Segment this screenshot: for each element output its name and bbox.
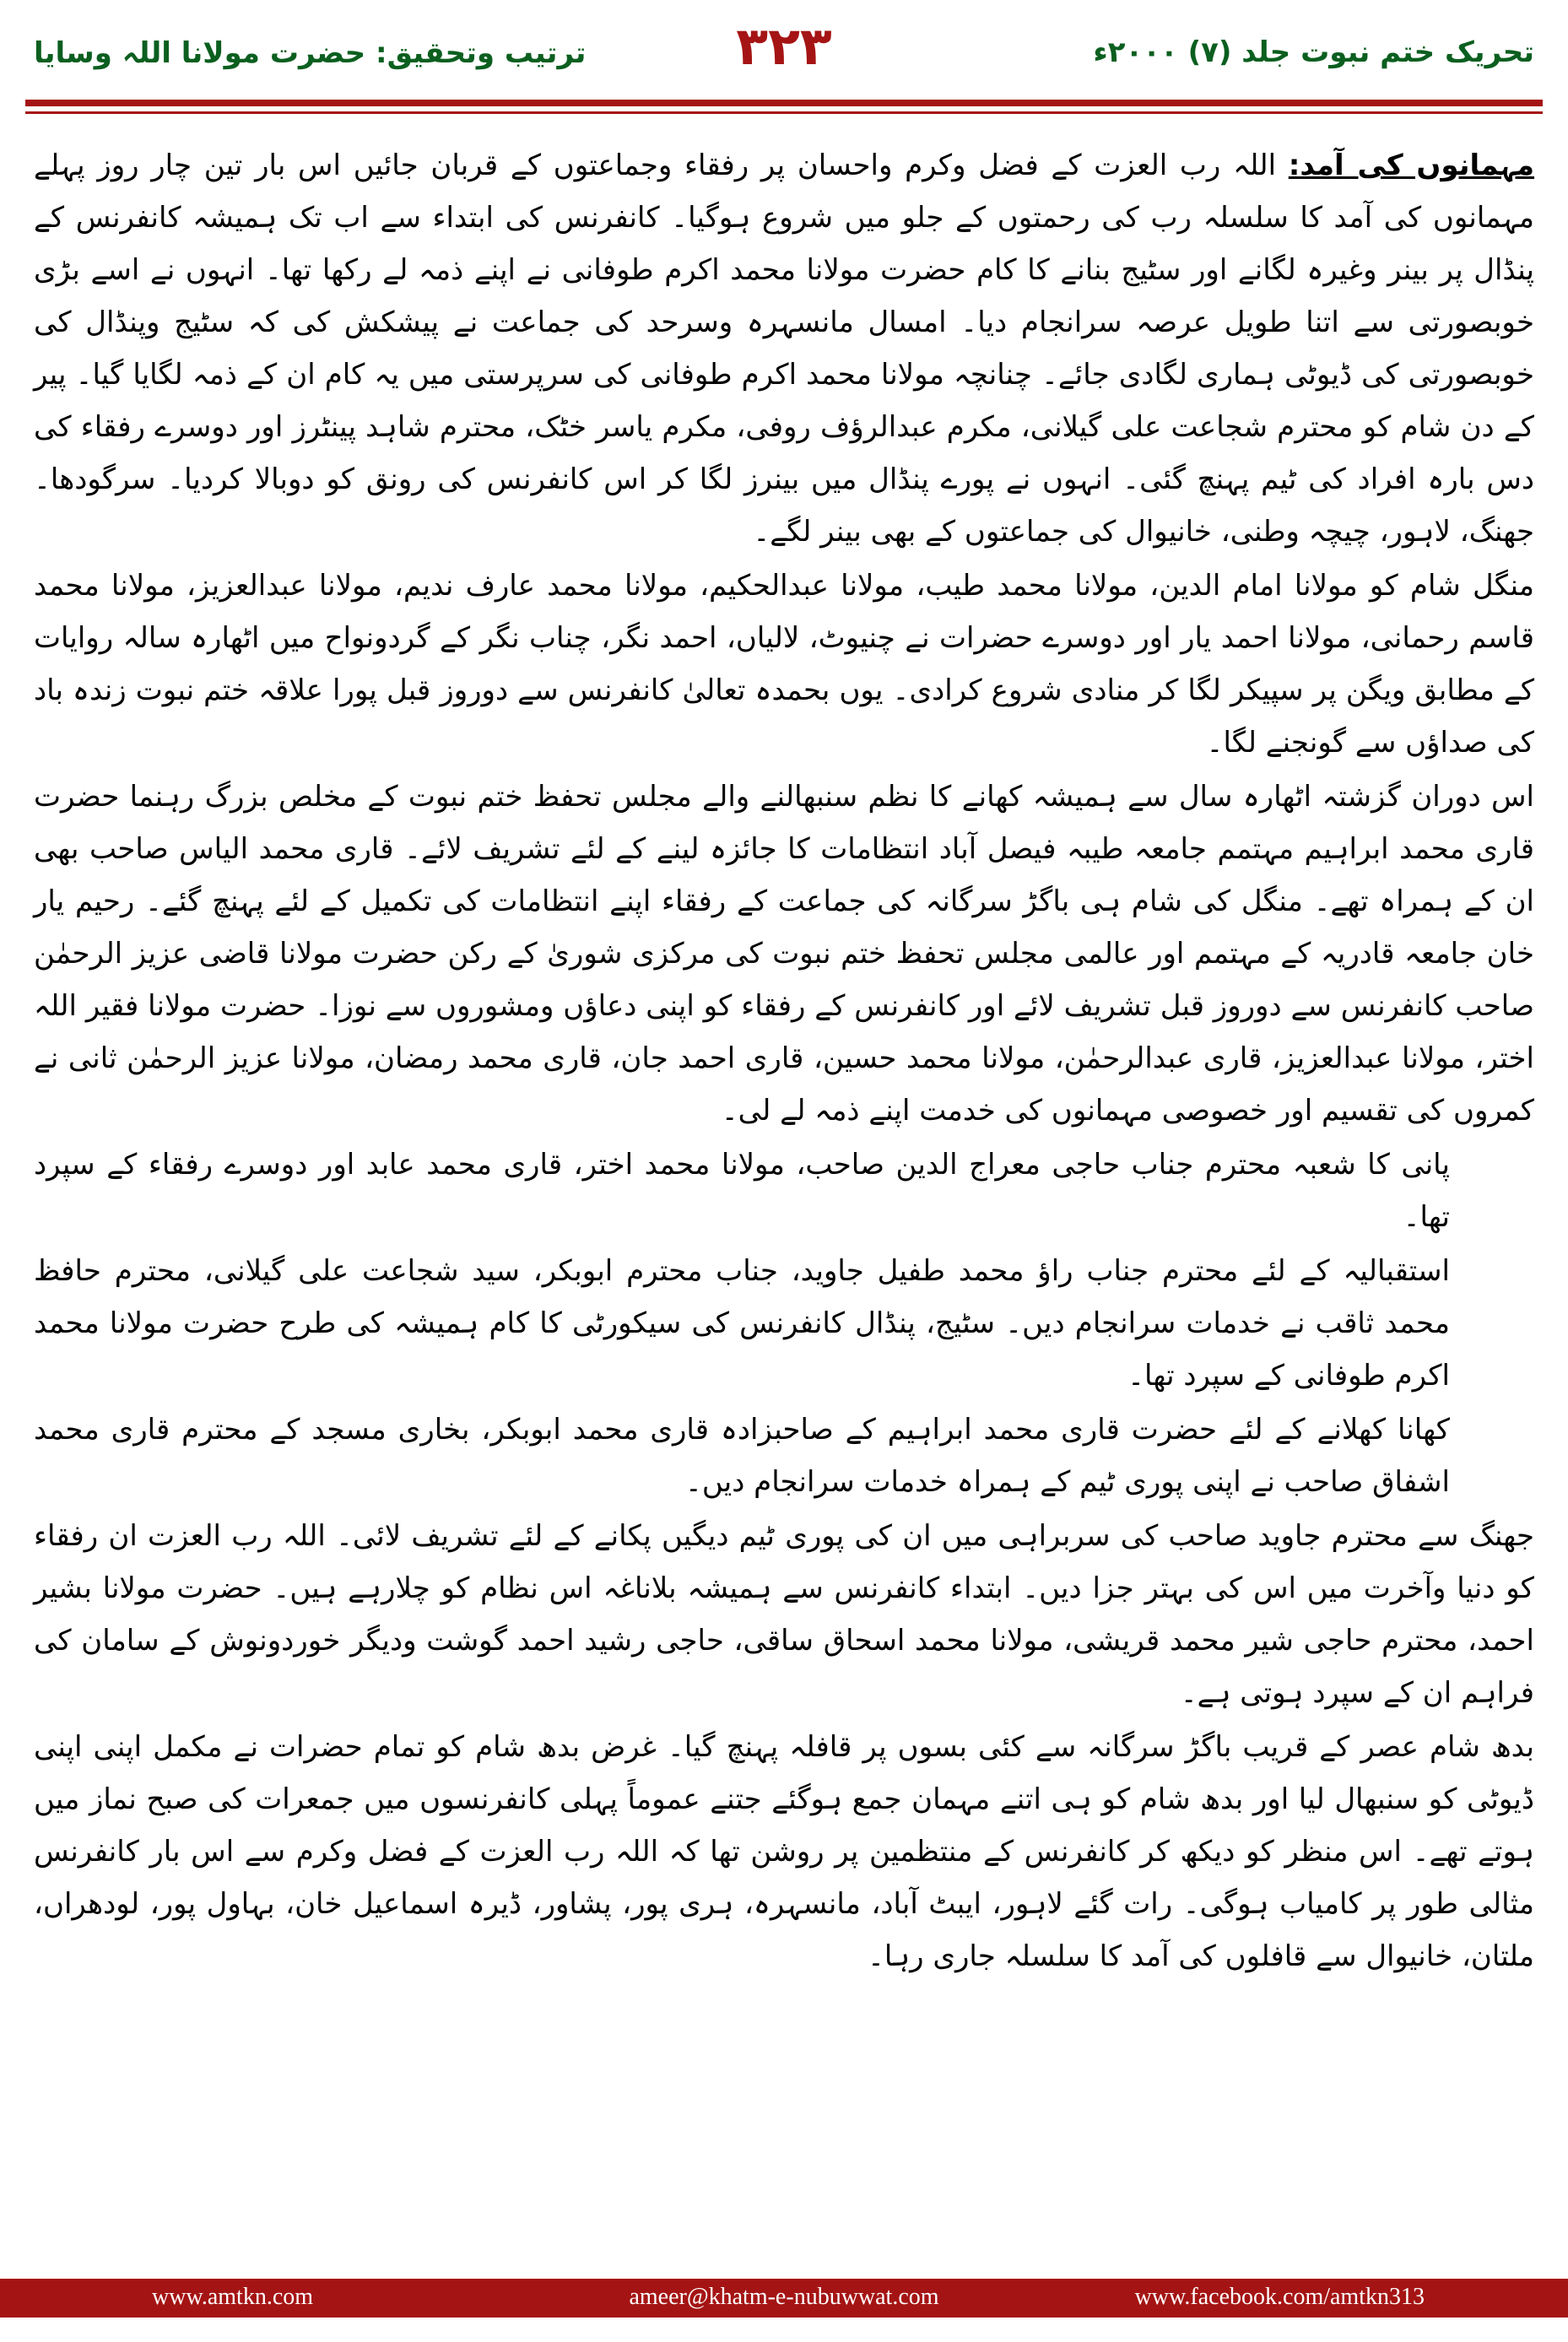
page-footer [0, 2279, 1568, 2318]
paragraph-text: استقبالیہ کے لئے محترم جناب راؤ محمد طفیل جاوید، جناب محترم ابوبکر، سید شجاعت علی گیلانی، محترم حافظ محمد ثاقب نے خدمات سرانجام دیں۔ سٹیج، پنڈال کانفرنس کی سیکورٹی کا کام ہمیشہ کی طرح حضرت مولانا محمد اکرم طوفانی کے سپرد تھا۔ [34, 1254, 1450, 1393]
website-link[interactable]: www.amtkn.com [152, 2284, 314, 2310]
header-rule-thin [25, 111, 1543, 114]
paragraph [34, 1510, 1534, 1719]
paragraph-text: منگل شام کو مولانا امام الدین، مولانا محمد طیب، مولانا عبدالحکیم، مولانا محمد عارف ندیم، مولانا عبدالعزیز، مولانا محمد قاسم رحمانی، مولانا احمد یار اور دوسرے حضرات نے چنیوٹ، لالیاں، احمد نگر، چناب نگر کے گردونواح میں اٹھارہ سالہ روایات کے مطابق ویگن پر سپیکر لگا کر منادی شروع کرادی۔ یوں بحمدہ تعالیٰ کانفرنس سے دوروز قبل پورا علاقہ ختم نبوت زندہ باد کی صداؤں سے گونجنے لگا۔ [34, 569, 1534, 760]
paragraph-text: بدھ شام عصر کے قریب باگڑ سرگانہ سے کئی بسوں پر قافلہ پہنچ گیا۔ غرض بدھ شام کو تمام حضرات نے مکمل اپنی اپنی ڈیوٹی کو سنبھال لیا اور بدھ شام کو ہی اتنے مہمان جمع ہوگئے جتنے عموماً پہلی کانفرنسوں میں جمعرات کی صبح نماز میں ہوتے تھے۔ اس منظر کو دیکھ کر کانفرنس کے منتظمین پر روشن تھا کہ اللہ رب العزت کے فضل وکرم سے اس بار کانفرنس مثالی طور پر کامیاب ہوگی۔ رات گئے لاہور، ایبٹ آباد، مانسہرہ، ہری پور، پشاور، ڈیرہ اسماعیل خان، بہاول پور، لودھراں، ملتان، خانیوال سے قافلوں کی آمد کا سلسلہ جاری رہا۔ [34, 1730, 1534, 1973]
section-heading: مہمانوں کی آمد: [1288, 149, 1534, 182]
paragraph-text: جھنگ سے محترم جاوید صاحب کی سربراہی میں ان کی پوری ٹیم دیگیں پکانے کے لئے تشریف لائی۔ اللہ رب العزت ان رفقاء کو دنیا وآخرت میں اس کی بہتر جزا دیں۔ ابتداء کانفرنس سے ہمیشہ بلاناغہ اس نظام کو چلارہے ہیں۔ حضرت مولانا بشیر احمد، محترم حاجی شیر محمد قریشی، مولانا محمد اسحاق ساقی، حاجی رشید احمد گوشت ودیگر خوردونوش کے سامان کی فراہم ان کے سپرد ہوتی ہے۔ [34, 1519, 1534, 1710]
facebook-link[interactable]: www.facebook.com/amtkn313 [1134, 2284, 1425, 2310]
paragraph [34, 1139, 1534, 1243]
paragraph-text: اس دوران گزشتہ اٹھارہ سال سے ہمیشہ کھانے کا نظم سنبھالنے والے مجلس تحفظ ختم نبوت کے مخلص بزرگ رہنما حضرت قاری محمد ابراہیم مہتمم جامعہ طیبہ فیصل آباد انتظامات کا جائزہ لینے کے لئے تشریف لائے۔ قاری محمد الیاس صاحب بھی ان کے ہمراہ تھے۔ منگل کی شام ہی باگڑ سرگانہ کی جماعت کے رفقاء اپنے انتظامات کی تکمیل کے لئے پہنچ گئے۔ رحیم یار خان جامعہ قادریہ کے مہتمم اور عالمی مجلس تحفظ ختم نبوت کی مرکزی شوریٰ کے رکن حضرت مولانا قاضی عزیز الرحمٰن صاحب کانفرنس سے دوروز قبل تشریف لائے اور کانفرنس کے رفقاء کو اپنی دعاؤں ومشوروں سے نوزا۔ حضرت مولانا فقیر اللہ اختر، مولانا عبدالعزیز، قاری عبدالرحمٰن، مولانا محمد حسین، قاری احمد جان، قاری محمد رمضان، مولانا عزیز الرحمٰن ثانی نے کمروں کی تقسیم اور خصوصی مہمانوں کی خدمت اپنے ذمہ لے لی۔ [34, 780, 1534, 1128]
book-title: تحریک ختم نبوت جلد (۷) ۲۰۰۰ء [1093, 35, 1534, 69]
page-number: ۳۲۳ [736, 15, 832, 77]
paragraph [34, 1404, 1534, 1508]
paragraph-text: اللہ رب العزت کے فضل وکرم واحسان پر رفقاء وجماعتوں کے قربان جائیں اس بار تین چار روز پہلے مہمانوں کی آمد کا سلسلہ رب کی رحمتوں کے جلو میں شروع ہوگیا۔ کانفرنس کی ابتداء سے اب تک ہمیشہ کانفرنس کے پنڈال پر بینر وغیرہ لگانے اور سٹیج بنانے کا کام حضرت مولانا محمد اکرم طوفانی نے اپنے ذمہ لے رکھا تھا۔ انہوں نے اسے بڑی خوبصورتی سے اتنا طویل عرصہ سرانجام دیا۔ امسال مانسہرہ وسرحد کی جماعت نے پیشکش کی کہ سٹیج وپنڈال کی خوبصورتی کی ڈیوٹی ہماری لگادی جائے۔ چنانچہ مولانا محمد اکرم طوفانی کی سرپرستی میں یہ کام ان کے ذمہ لگایا گیا۔ پیر کے دن شام کو محترم شجاعت علی گیلانی، مکرم عبدالرؤف روفی، مکرم یاسر خٹک، محترم شاہد پینٹرز اور دوسرے رفقاء کی دس بارہ افراد کی ٹیم پہنچ گئی۔ انہوں نے پورے پنڈال میں بینرز لگا کر اس کانفرنس کی رونق کو دوبالا کردیا۔ سرگودھا۔ جھنگ، لاہور، چیچہ وطنی، خانیوال کی جماعتوں کے بھی بینر لگے۔ [34, 149, 1534, 549]
paragraph [34, 560, 1534, 769]
paragraph [34, 771, 1534, 1137]
email-link[interactable]: ameer@khatm-e-nubuwwat.com [629, 2284, 939, 2310]
article-body [34, 139, 1534, 1984]
compiler-credit: ترتیب وتحقیق: حضرت مولانا اللہ وسایا [34, 36, 587, 70]
paragraph-text: کھانا کھلانے کے لئے حضرت قاری محمد ابراہیم کے صاحبزادہ قاری محمد ابوبکر، بخاری مسجد کے محترم قاری محمد اشفاق صاحب نے اپنی پوری ٹیم کے ہمراہ خدمات سرانجام دیں۔ [34, 1413, 1450, 1499]
paragraph [34, 1245, 1534, 1402]
paragraph-text: پانی کا شعبہ محترم جناب حاجی معراج الدین صاحب، مولانا محمد اختر، قاری محمد عابد اور دوسرے رفقاء کے سپرد تھا۔ [34, 1148, 1450, 1234]
paragraph [34, 139, 1534, 558]
header-rule-thick [25, 100, 1543, 106]
paragraph [34, 1721, 1534, 1982]
page-header [0, 0, 1568, 122]
